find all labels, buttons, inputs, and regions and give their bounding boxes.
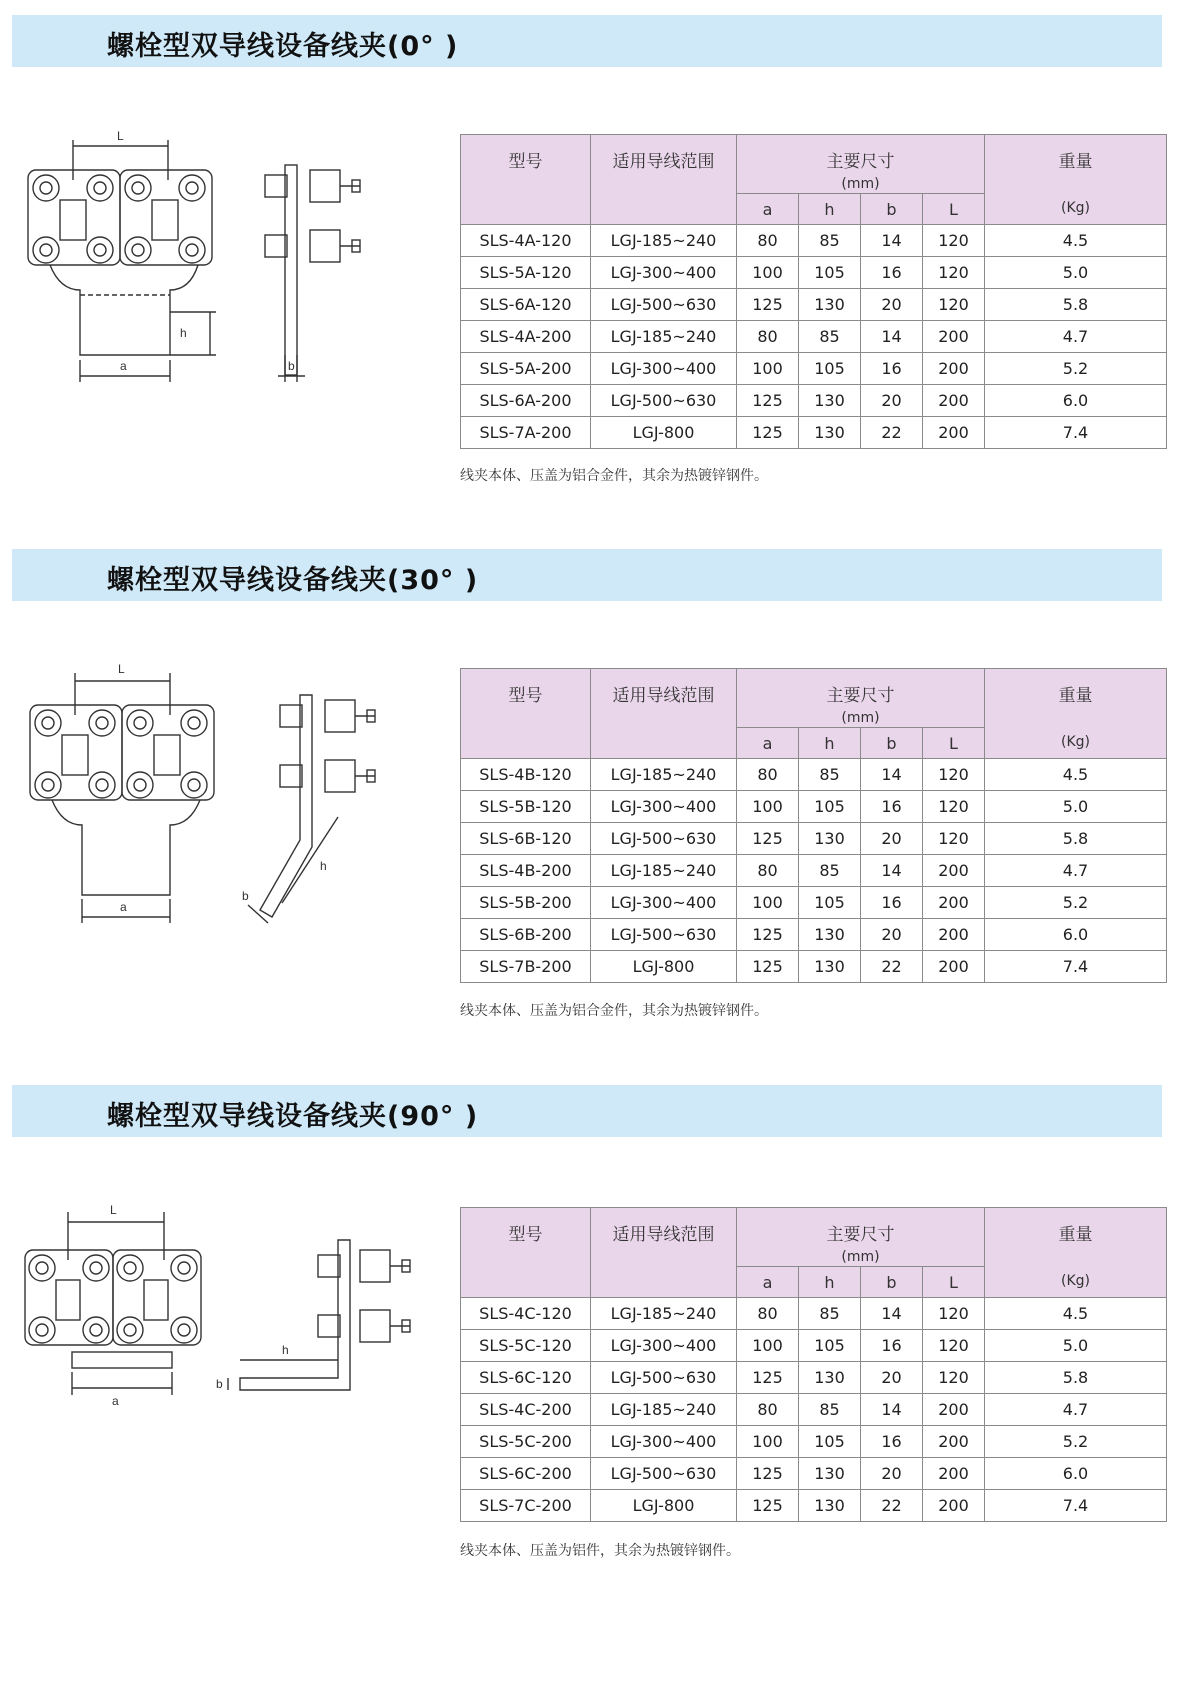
cell-model: SLS-7C-200 — [461, 1490, 591, 1522]
table-row — [461, 1458, 1167, 1490]
cell-weight: 5.2 — [985, 887, 1167, 919]
section-banner — [12, 15, 1162, 67]
dim-label-b: b — [288, 359, 295, 373]
header-h: h — [799, 1267, 861, 1298]
cell-h: 130 — [799, 1458, 861, 1490]
cell-h: 105 — [799, 353, 861, 385]
table-row — [461, 759, 1167, 791]
cell-L: 200 — [923, 951, 985, 983]
cell-L: 120 — [923, 257, 985, 289]
cell-L: 120 — [923, 791, 985, 823]
cell-L: 120 — [923, 1298, 985, 1330]
cell-model: SLS-5C-120 — [461, 1330, 591, 1362]
cell-a: 100 — [737, 791, 799, 823]
cell-weight: 4.5 — [985, 759, 1167, 791]
cell-a: 80 — [737, 1298, 799, 1330]
cell-model: SLS-6A-120 — [461, 289, 591, 321]
header-model: 型号 — [461, 669, 591, 759]
cell-range: LGJ-185~240 — [591, 855, 737, 887]
cell-weight: 5.8 — [985, 823, 1167, 855]
cell-a: 80 — [737, 855, 799, 887]
cell-range: LGJ-300~400 — [591, 887, 737, 919]
cell-L: 120 — [923, 1330, 985, 1362]
cell-model: SLS-5B-120 — [461, 791, 591, 823]
cell-range: LGJ-300~400 — [591, 257, 737, 289]
header-weight-label: 重量 — [1058, 152, 1093, 172]
header-dims — [737, 669, 985, 728]
cell-b: 14 — [861, 759, 923, 791]
table-row — [461, 919, 1167, 951]
cell-weight: 7.4 — [985, 1490, 1167, 1522]
cell-b: 14 — [861, 855, 923, 887]
header-weight-unit: (Kg) — [1061, 734, 1090, 750]
cell-L: 200 — [923, 417, 985, 449]
cell-L: 200 — [923, 353, 985, 385]
header-b: b — [861, 728, 923, 759]
cell-b: 14 — [861, 225, 923, 257]
header-model: 型号 — [461, 135, 591, 225]
cell-L: 200 — [923, 919, 985, 951]
cell-model: SLS-4B-200 — [461, 855, 591, 887]
cell-b: 16 — [861, 791, 923, 823]
cell-h: 85 — [799, 855, 861, 887]
header-L: L — [923, 1267, 985, 1298]
header-range: 适用导线范围 — [591, 1208, 737, 1298]
cell-a: 80 — [737, 759, 799, 791]
cell-model: SLS-7B-200 — [461, 951, 591, 983]
header-weight — [985, 135, 1167, 225]
cell-range: LGJ-800 — [591, 417, 737, 449]
header-dims-unit: (mm) — [841, 1249, 880, 1265]
cell-range: LGJ-185~240 — [591, 1394, 737, 1426]
cell-model: SLS-6C-120 — [461, 1362, 591, 1394]
cell-range: LGJ-300~400 — [591, 353, 737, 385]
cell-weight: 6.0 — [985, 919, 1167, 951]
section-banner — [12, 1085, 1162, 1137]
dim-label-L: L — [118, 662, 125, 676]
cell-model: SLS-6B-200 — [461, 919, 591, 951]
cell-range: LGJ-300~400 — [591, 1330, 737, 1362]
cell-range: LGJ-500~630 — [591, 919, 737, 951]
cell-weight: 4.7 — [985, 855, 1167, 887]
cell-weight: 4.5 — [985, 1298, 1167, 1330]
cell-a: 100 — [737, 353, 799, 385]
cell-L: 200 — [923, 321, 985, 353]
header-a: a — [737, 728, 799, 759]
cell-L: 200 — [923, 1394, 985, 1426]
cell-b: 14 — [861, 1394, 923, 1426]
cell-model: SLS-6C-200 — [461, 1458, 591, 1490]
cell-L: 200 — [923, 385, 985, 417]
cell-h: 105 — [799, 1426, 861, 1458]
cell-L: 200 — [923, 1490, 985, 1522]
clamp-drawing-0deg — [20, 120, 440, 430]
cell-a: 125 — [737, 289, 799, 321]
cell-a: 100 — [737, 887, 799, 919]
cell-a: 125 — [737, 1458, 799, 1490]
cell-L: 200 — [923, 1426, 985, 1458]
cell-h: 105 — [799, 1330, 861, 1362]
cell-weight: 5.8 — [985, 1362, 1167, 1394]
cell-a: 100 — [737, 1426, 799, 1458]
cell-b: 20 — [861, 1458, 923, 1490]
header-a: a — [737, 1267, 799, 1298]
cell-weight: 5.2 — [985, 1426, 1167, 1458]
cell-a: 125 — [737, 951, 799, 983]
table-row — [461, 791, 1167, 823]
section-title: 螺栓型双导线设备线夹(0° ) — [107, 31, 459, 62]
cell-model: SLS-4C-120 — [461, 1298, 591, 1330]
cell-h: 130 — [799, 951, 861, 983]
header-weight-label: 重量 — [1058, 1225, 1093, 1245]
material-note: 线夹本体、压盖为铝件，其余为热镀锌钢件。 — [460, 1543, 740, 1559]
cell-h: 130 — [799, 1362, 861, 1394]
dim-label-L: L — [117, 129, 124, 143]
header-model: 型号 — [461, 1208, 591, 1298]
header-a: a — [737, 194, 799, 225]
cell-h: 105 — [799, 791, 861, 823]
header-weight-label: 重量 — [1058, 686, 1093, 706]
cell-L: 120 — [923, 759, 985, 791]
clamp-drawing-90deg — [20, 1200, 440, 1510]
cell-b: 16 — [861, 353, 923, 385]
header-L: L — [923, 728, 985, 759]
table-row — [461, 951, 1167, 983]
header-weight-unit: (Kg) — [1061, 200, 1090, 216]
header-range: 适用导线范围 — [591, 135, 737, 225]
cell-range: LGJ-500~630 — [591, 385, 737, 417]
dim-label-a: a — [120, 359, 127, 373]
cell-b: 20 — [861, 919, 923, 951]
header-dims — [737, 135, 985, 194]
table-row — [461, 417, 1167, 449]
cell-weight: 5.2 — [985, 353, 1167, 385]
header-dims-label: 主要尺寸 — [826, 152, 895, 172]
cell-model: SLS-4B-120 — [461, 759, 591, 791]
cell-a: 80 — [737, 321, 799, 353]
material-note: 线夹本体、压盖为铝合金件，其余为热镀锌钢件。 — [460, 1003, 768, 1019]
cell-weight: 6.0 — [985, 1458, 1167, 1490]
cell-h: 130 — [799, 919, 861, 951]
header-L: L — [923, 194, 985, 225]
table-row — [461, 353, 1167, 385]
table-body — [461, 759, 1167, 983]
cell-a: 100 — [737, 1330, 799, 1362]
header-dims — [737, 1208, 985, 1267]
cell-model: SLS-5C-200 — [461, 1426, 591, 1458]
cell-model: SLS-5B-200 — [461, 887, 591, 919]
cell-range: LGJ-185~240 — [591, 759, 737, 791]
clamp-drawing-svg — [20, 120, 440, 430]
dim-label-h: h — [180, 326, 187, 340]
cell-b: 14 — [861, 321, 923, 353]
cell-b: 16 — [861, 1330, 923, 1362]
cell-L: 200 — [923, 1458, 985, 1490]
cell-a: 80 — [737, 225, 799, 257]
table-row — [461, 257, 1167, 289]
spec-table-30deg — [460, 668, 1167, 983]
cell-model: SLS-6A-200 — [461, 385, 591, 417]
cell-L: 200 — [923, 855, 985, 887]
cell-range: LGJ-300~400 — [591, 1426, 737, 1458]
clamp-drawing-svg — [20, 655, 440, 965]
cell-range: LGJ-800 — [591, 951, 737, 983]
cell-L: 120 — [923, 1362, 985, 1394]
cell-L: 120 — [923, 823, 985, 855]
header-range: 适用导线范围 — [591, 669, 737, 759]
table-row — [461, 1490, 1167, 1522]
material-note: 线夹本体、压盖为铝合金件，其余为热镀锌钢件。 — [460, 468, 768, 484]
dim-label-h: h — [282, 1343, 289, 1357]
cell-range: LGJ-800 — [591, 1490, 737, 1522]
header-dims-unit: (mm) — [841, 710, 880, 726]
cell-h: 85 — [799, 321, 861, 353]
header-dims-label: 主要尺寸 — [826, 686, 895, 706]
table-row — [461, 1298, 1167, 1330]
cell-b: 16 — [861, 887, 923, 919]
spec-table-90deg — [460, 1207, 1167, 1522]
table-row — [461, 855, 1167, 887]
cell-weight: 7.4 — [985, 951, 1167, 983]
header-weight-unit: (Kg) — [1061, 1273, 1090, 1289]
table-row — [461, 289, 1167, 321]
dim-label-a: a — [112, 1394, 119, 1408]
table-row — [461, 1426, 1167, 1458]
table-row — [461, 321, 1167, 353]
cell-h: 130 — [799, 1490, 861, 1522]
cell-model: SLS-5A-120 — [461, 257, 591, 289]
header-weight — [985, 1208, 1167, 1298]
cell-h: 130 — [799, 385, 861, 417]
header-dims-label: 主要尺寸 — [826, 1225, 895, 1245]
cell-b: 22 — [861, 951, 923, 983]
cell-b: 22 — [861, 417, 923, 449]
cell-model: SLS-4A-120 — [461, 225, 591, 257]
cell-a: 125 — [737, 1490, 799, 1522]
table-row — [461, 1394, 1167, 1426]
dim-label-a: a — [120, 900, 127, 914]
cell-range: LGJ-500~630 — [591, 823, 737, 855]
dim-label-h: h — [320, 859, 327, 873]
clamp-drawing-30deg — [20, 655, 440, 965]
cell-h: 105 — [799, 887, 861, 919]
section-title: 螺栓型双导线设备线夹(90° ) — [107, 1101, 479, 1132]
cell-b: 20 — [861, 289, 923, 321]
cell-L: 120 — [923, 225, 985, 257]
cell-a: 125 — [737, 919, 799, 951]
cell-weight: 4.5 — [985, 225, 1167, 257]
clamp-drawing-svg — [20, 1200, 440, 1510]
cell-range: LGJ-500~630 — [591, 1362, 737, 1394]
cell-range: LGJ-185~240 — [591, 321, 737, 353]
section-banner — [12, 549, 1162, 601]
cell-weight: 5.0 — [985, 1330, 1167, 1362]
section-title: 螺栓型双导线设备线夹(30° ) — [107, 565, 479, 596]
header-h: h — [799, 194, 861, 225]
table-body — [461, 1298, 1167, 1522]
cell-b: 22 — [861, 1490, 923, 1522]
dim-label-L: L — [110, 1203, 117, 1217]
table-row — [461, 1330, 1167, 1362]
cell-range: LGJ-185~240 — [591, 1298, 737, 1330]
cell-range: LGJ-300~400 — [591, 791, 737, 823]
table-row — [461, 225, 1167, 257]
cell-a: 125 — [737, 417, 799, 449]
table-row — [461, 1362, 1167, 1394]
cell-h: 130 — [799, 289, 861, 321]
table-row — [461, 823, 1167, 855]
dim-label-b: b — [242, 889, 249, 903]
cell-weight: 5.0 — [985, 791, 1167, 823]
spec-table-0deg — [460, 134, 1167, 449]
cell-b: 16 — [861, 257, 923, 289]
header-b: b — [861, 1267, 923, 1298]
header-dims-unit: (mm) — [841, 176, 880, 192]
cell-model: SLS-5A-200 — [461, 353, 591, 385]
cell-a: 80 — [737, 1394, 799, 1426]
cell-a: 125 — [737, 1362, 799, 1394]
cell-h: 85 — [799, 225, 861, 257]
cell-L: 200 — [923, 887, 985, 919]
cell-model: SLS-7A-200 — [461, 417, 591, 449]
cell-b: 20 — [861, 385, 923, 417]
header-h: h — [799, 728, 861, 759]
cell-weight: 7.4 — [985, 417, 1167, 449]
cell-b: 20 — [861, 823, 923, 855]
cell-h: 105 — [799, 257, 861, 289]
cell-L: 120 — [923, 289, 985, 321]
table-body — [461, 225, 1167, 449]
table-row — [461, 887, 1167, 919]
cell-a: 125 — [737, 823, 799, 855]
cell-h: 85 — [799, 1394, 861, 1426]
header-weight — [985, 669, 1167, 759]
cell-weight: 4.7 — [985, 321, 1167, 353]
dim-label-b: b — [216, 1377, 223, 1391]
header-b: b — [861, 194, 923, 225]
cell-b: 16 — [861, 1426, 923, 1458]
cell-a: 100 — [737, 257, 799, 289]
cell-range: LGJ-500~630 — [591, 289, 737, 321]
cell-weight: 4.7 — [985, 1394, 1167, 1426]
cell-model: SLS-4A-200 — [461, 321, 591, 353]
cell-b: 14 — [861, 1298, 923, 1330]
cell-range: LGJ-185~240 — [591, 225, 737, 257]
cell-h: 130 — [799, 823, 861, 855]
cell-weight: 5.0 — [985, 257, 1167, 289]
cell-a: 125 — [737, 385, 799, 417]
cell-weight: 5.8 — [985, 289, 1167, 321]
cell-b: 20 — [861, 1362, 923, 1394]
cell-h: 85 — [799, 1298, 861, 1330]
cell-range: LGJ-500~630 — [591, 1458, 737, 1490]
cell-model: SLS-4C-200 — [461, 1394, 591, 1426]
cell-h: 130 — [799, 417, 861, 449]
table-row — [461, 385, 1167, 417]
cell-h: 85 — [799, 759, 861, 791]
cell-model: SLS-6B-120 — [461, 823, 591, 855]
cell-weight: 6.0 — [985, 385, 1167, 417]
